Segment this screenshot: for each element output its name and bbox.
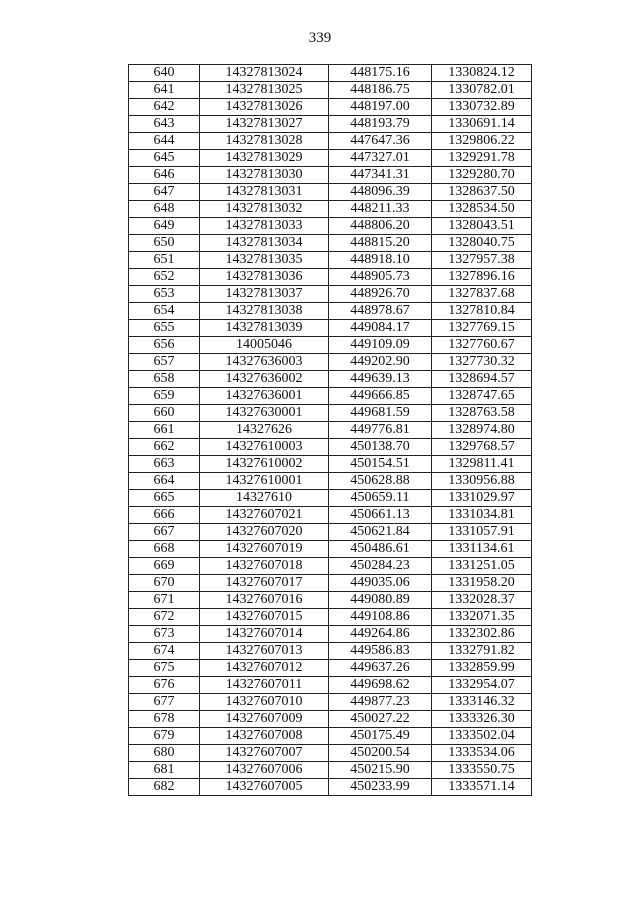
table-body — [129, 65, 532, 796]
row-number-cell: 644 — [129, 133, 200, 150]
row-number-cell: 641 — [129, 82, 200, 99]
y-coordinate-cell: 1329806.22 — [432, 133, 532, 150]
x-coordinate-cell: 449681.59 — [329, 405, 432, 422]
x-coordinate-cell: 450628.88 — [329, 473, 432, 490]
y-coordinate-cell: 1327810.84 — [432, 303, 532, 320]
table-row — [129, 184, 532, 201]
point-id-cell: 14327607014 — [200, 626, 329, 643]
table-row — [129, 218, 532, 235]
x-coordinate-cell: 450215.90 — [329, 762, 432, 779]
y-coordinate-cell: 1332302.86 — [432, 626, 532, 643]
x-coordinate-cell: 450175.49 — [329, 728, 432, 745]
table-row — [129, 82, 532, 99]
point-id-cell: 14327607010 — [200, 694, 329, 711]
x-coordinate-cell: 448193.79 — [329, 116, 432, 133]
y-coordinate-cell: 1327896.16 — [432, 269, 532, 286]
table-row — [129, 371, 532, 388]
y-coordinate-cell: 1333534.06 — [432, 745, 532, 762]
table-row — [129, 745, 532, 762]
point-id-cell: 14327607008 — [200, 728, 329, 745]
x-coordinate-cell: 448815.20 — [329, 235, 432, 252]
row-number-cell: 646 — [129, 167, 200, 184]
x-coordinate-cell: 449776.81 — [329, 422, 432, 439]
point-id-cell: 14327636003 — [200, 354, 329, 371]
row-number-cell: 677 — [129, 694, 200, 711]
table-row — [129, 762, 532, 779]
y-coordinate-cell: 1329291.78 — [432, 150, 532, 167]
table-row — [129, 643, 532, 660]
row-number-cell: 653 — [129, 286, 200, 303]
point-id-cell: 14327610001 — [200, 473, 329, 490]
point-id-cell: 14327607018 — [200, 558, 329, 575]
x-coordinate-cell: 448806.20 — [329, 218, 432, 235]
x-coordinate-cell: 450661.13 — [329, 507, 432, 524]
row-number-cell: 664 — [129, 473, 200, 490]
x-coordinate-cell: 449109.09 — [329, 337, 432, 354]
y-coordinate-cell: 1330732.89 — [432, 99, 532, 116]
point-id-cell: 14327607017 — [200, 575, 329, 592]
x-coordinate-cell: 448175.16 — [329, 65, 432, 82]
point-id-cell: 14327813038 — [200, 303, 329, 320]
row-number-cell: 665 — [129, 490, 200, 507]
row-number-cell: 679 — [129, 728, 200, 745]
row-number-cell: 666 — [129, 507, 200, 524]
row-number-cell: 672 — [129, 609, 200, 626]
row-number-cell: 662 — [129, 439, 200, 456]
point-id-cell: 14327610003 — [200, 439, 329, 456]
x-coordinate-cell: 449080.89 — [329, 592, 432, 609]
point-id-cell: 14327813026 — [200, 99, 329, 116]
x-coordinate-cell: 449877.23 — [329, 694, 432, 711]
table-row — [129, 116, 532, 133]
point-id-cell: 14327813035 — [200, 252, 329, 269]
point-id-cell: 14327607009 — [200, 711, 329, 728]
y-coordinate-cell: 1332071.35 — [432, 609, 532, 626]
point-id-cell: 14327813024 — [200, 65, 329, 82]
row-number-cell: 674 — [129, 643, 200, 660]
y-coordinate-cell: 1333550.75 — [432, 762, 532, 779]
x-coordinate-cell: 449084.17 — [329, 320, 432, 337]
point-id-cell: 14327607015 — [200, 609, 329, 626]
x-coordinate-cell: 448211.33 — [329, 201, 432, 218]
point-id-cell: 14327813036 — [200, 269, 329, 286]
point-id-cell: 14327813034 — [200, 235, 329, 252]
y-coordinate-cell: 1327769.15 — [432, 320, 532, 337]
table-row — [129, 660, 532, 677]
point-id-cell: 14327610 — [200, 490, 329, 507]
x-coordinate-cell: 448905.73 — [329, 269, 432, 286]
point-id-cell: 14005046 — [200, 337, 329, 354]
point-id-cell: 14327813025 — [200, 82, 329, 99]
row-number-cell: 663 — [129, 456, 200, 473]
row-number-cell: 681 — [129, 762, 200, 779]
row-number-cell: 678 — [129, 711, 200, 728]
point-id-cell: 14327813039 — [200, 320, 329, 337]
point-id-cell: 14327607013 — [200, 643, 329, 660]
row-number-cell: 656 — [129, 337, 200, 354]
y-coordinate-cell: 1328040.75 — [432, 235, 532, 252]
y-coordinate-cell: 1327760.67 — [432, 337, 532, 354]
row-number-cell: 668 — [129, 541, 200, 558]
x-coordinate-cell: 450284.23 — [329, 558, 432, 575]
x-coordinate-cell: 450200.54 — [329, 745, 432, 762]
table-row — [129, 558, 532, 575]
table-row — [129, 728, 532, 745]
table-row — [129, 286, 532, 303]
row-number-cell: 680 — [129, 745, 200, 762]
point-id-cell: 14327607016 — [200, 592, 329, 609]
table-row — [129, 779, 532, 796]
y-coordinate-cell: 1329768.57 — [432, 439, 532, 456]
point-id-cell: 14327813033 — [200, 218, 329, 235]
row-number-cell: 657 — [129, 354, 200, 371]
point-id-cell: 14327630001 — [200, 405, 329, 422]
table-row — [129, 150, 532, 167]
table-row — [129, 252, 532, 269]
x-coordinate-cell: 449639.13 — [329, 371, 432, 388]
row-number-cell: 654 — [129, 303, 200, 320]
x-coordinate-cell: 449264.86 — [329, 626, 432, 643]
table-row — [129, 507, 532, 524]
table-row — [129, 269, 532, 286]
table-row — [129, 575, 532, 592]
row-number-cell: 659 — [129, 388, 200, 405]
table-row — [129, 320, 532, 337]
row-number-cell: 660 — [129, 405, 200, 422]
y-coordinate-cell: 1330956.88 — [432, 473, 532, 490]
point-id-cell: 14327813027 — [200, 116, 329, 133]
point-id-cell: 14327813029 — [200, 150, 329, 167]
y-coordinate-cell: 1330824.12 — [432, 65, 532, 82]
table-row — [129, 201, 532, 218]
table-row — [129, 303, 532, 320]
coordinates-table — [128, 64, 532, 796]
x-coordinate-cell: 450621.84 — [329, 524, 432, 541]
row-number-cell: 649 — [129, 218, 200, 235]
row-number-cell: 682 — [129, 779, 200, 796]
x-coordinate-cell: 450027.22 — [329, 711, 432, 728]
y-coordinate-cell: 1327957.38 — [432, 252, 532, 269]
table-row — [129, 405, 532, 422]
y-coordinate-cell: 1328763.58 — [432, 405, 532, 422]
point-id-cell: 14327607006 — [200, 762, 329, 779]
point-id-cell: 14327813028 — [200, 133, 329, 150]
y-coordinate-cell: 1330691.14 — [432, 116, 532, 133]
table-row — [129, 541, 532, 558]
y-coordinate-cell: 1330782.01 — [432, 82, 532, 99]
y-coordinate-cell: 1329280.70 — [432, 167, 532, 184]
table-row — [129, 388, 532, 405]
y-coordinate-cell: 1333326.30 — [432, 711, 532, 728]
row-number-cell: 648 — [129, 201, 200, 218]
table-row — [129, 65, 532, 82]
row-number-cell: 652 — [129, 269, 200, 286]
point-id-cell: 14327813037 — [200, 286, 329, 303]
table-row — [129, 524, 532, 541]
x-coordinate-cell: 448978.67 — [329, 303, 432, 320]
y-coordinate-cell: 1328534.50 — [432, 201, 532, 218]
y-coordinate-cell: 1329811.41 — [432, 456, 532, 473]
row-number-cell: 669 — [129, 558, 200, 575]
y-coordinate-cell: 1328043.51 — [432, 218, 532, 235]
y-coordinate-cell: 1327837.68 — [432, 286, 532, 303]
x-coordinate-cell: 448186.75 — [329, 82, 432, 99]
row-number-cell: 640 — [129, 65, 200, 82]
x-coordinate-cell: 450486.61 — [329, 541, 432, 558]
table-row — [129, 133, 532, 150]
y-coordinate-cell: 1331057.91 — [432, 524, 532, 541]
x-coordinate-cell: 448918.10 — [329, 252, 432, 269]
x-coordinate-cell: 449108.86 — [329, 609, 432, 626]
point-id-cell: 14327607011 — [200, 677, 329, 694]
row-number-cell: 658 — [129, 371, 200, 388]
x-coordinate-cell: 449035.06 — [329, 575, 432, 592]
point-id-cell: 14327607007 — [200, 745, 329, 762]
y-coordinate-cell: 1332954.07 — [432, 677, 532, 694]
point-id-cell: 14327813030 — [200, 167, 329, 184]
row-number-cell: 645 — [129, 150, 200, 167]
point-id-cell: 14327813031 — [200, 184, 329, 201]
y-coordinate-cell: 1333146.32 — [432, 694, 532, 711]
y-coordinate-cell: 1327730.32 — [432, 354, 532, 371]
table-row — [129, 473, 532, 490]
point-id-cell: 14327636002 — [200, 371, 329, 388]
x-coordinate-cell: 449698.62 — [329, 677, 432, 694]
x-coordinate-cell: 448096.39 — [329, 184, 432, 201]
x-coordinate-cell: 450659.11 — [329, 490, 432, 507]
row-number-cell: 670 — [129, 575, 200, 592]
y-coordinate-cell: 1332791.82 — [432, 643, 532, 660]
y-coordinate-cell: 1328747.65 — [432, 388, 532, 405]
row-number-cell: 643 — [129, 116, 200, 133]
y-coordinate-cell: 1328637.50 — [432, 184, 532, 201]
point-id-cell: 14327607005 — [200, 779, 329, 796]
x-coordinate-cell: 448926.70 — [329, 286, 432, 303]
point-id-cell: 14327626 — [200, 422, 329, 439]
y-coordinate-cell: 1331958.20 — [432, 575, 532, 592]
point-id-cell: 14327607019 — [200, 541, 329, 558]
y-coordinate-cell: 1331251.05 — [432, 558, 532, 575]
table-row — [129, 354, 532, 371]
y-coordinate-cell: 1331029.97 — [432, 490, 532, 507]
table-row — [129, 609, 532, 626]
point-id-cell: 14327813032 — [200, 201, 329, 218]
y-coordinate-cell: 1333502.04 — [432, 728, 532, 745]
row-number-cell: 642 — [129, 99, 200, 116]
page-number: 339 — [308, 30, 332, 46]
x-coordinate-cell: 448197.00 — [329, 99, 432, 116]
row-number-cell: 676 — [129, 677, 200, 694]
row-number-cell: 671 — [129, 592, 200, 609]
x-coordinate-cell: 447647.36 — [329, 133, 432, 150]
table-row — [129, 439, 532, 456]
table-row — [129, 99, 532, 116]
point-id-cell: 14327636001 — [200, 388, 329, 405]
y-coordinate-cell: 1331134.61 — [432, 541, 532, 558]
x-coordinate-cell: 450138.70 — [329, 439, 432, 456]
table-row — [129, 235, 532, 252]
x-coordinate-cell: 449202.90 — [329, 354, 432, 371]
x-coordinate-cell: 450233.99 — [329, 779, 432, 796]
table-row — [129, 456, 532, 473]
y-coordinate-cell: 1328974.80 — [432, 422, 532, 439]
point-id-cell: 14327610002 — [200, 456, 329, 473]
row-number-cell: 673 — [129, 626, 200, 643]
row-number-cell: 647 — [129, 184, 200, 201]
x-coordinate-cell: 449586.83 — [329, 643, 432, 660]
point-id-cell: 14327607020 — [200, 524, 329, 541]
y-coordinate-cell: 1328694.57 — [432, 371, 532, 388]
table-row — [129, 592, 532, 609]
table-row — [129, 677, 532, 694]
row-number-cell: 651 — [129, 252, 200, 269]
x-coordinate-cell: 447327.01 — [329, 150, 432, 167]
table-row — [129, 167, 532, 184]
row-number-cell: 675 — [129, 660, 200, 677]
x-coordinate-cell: 449666.85 — [329, 388, 432, 405]
table-row — [129, 422, 532, 439]
table-row — [129, 626, 532, 643]
table-row — [129, 711, 532, 728]
point-id-cell: 14327607012 — [200, 660, 329, 677]
y-coordinate-cell: 1333571.14 — [432, 779, 532, 796]
x-coordinate-cell: 447341.31 — [329, 167, 432, 184]
row-number-cell: 667 — [129, 524, 200, 541]
y-coordinate-cell: 1331034.81 — [432, 507, 532, 524]
point-id-cell: 14327607021 — [200, 507, 329, 524]
y-coordinate-cell: 1332859.99 — [432, 660, 532, 677]
x-coordinate-cell: 449637.26 — [329, 660, 432, 677]
table-row — [129, 337, 532, 354]
row-number-cell: 661 — [129, 422, 200, 439]
table-row — [129, 490, 532, 507]
row-number-cell: 655 — [129, 320, 200, 337]
table-row — [129, 694, 532, 711]
row-number-cell: 650 — [129, 235, 200, 252]
x-coordinate-cell: 450154.51 — [329, 456, 432, 473]
y-coordinate-cell: 1332028.37 — [432, 592, 532, 609]
